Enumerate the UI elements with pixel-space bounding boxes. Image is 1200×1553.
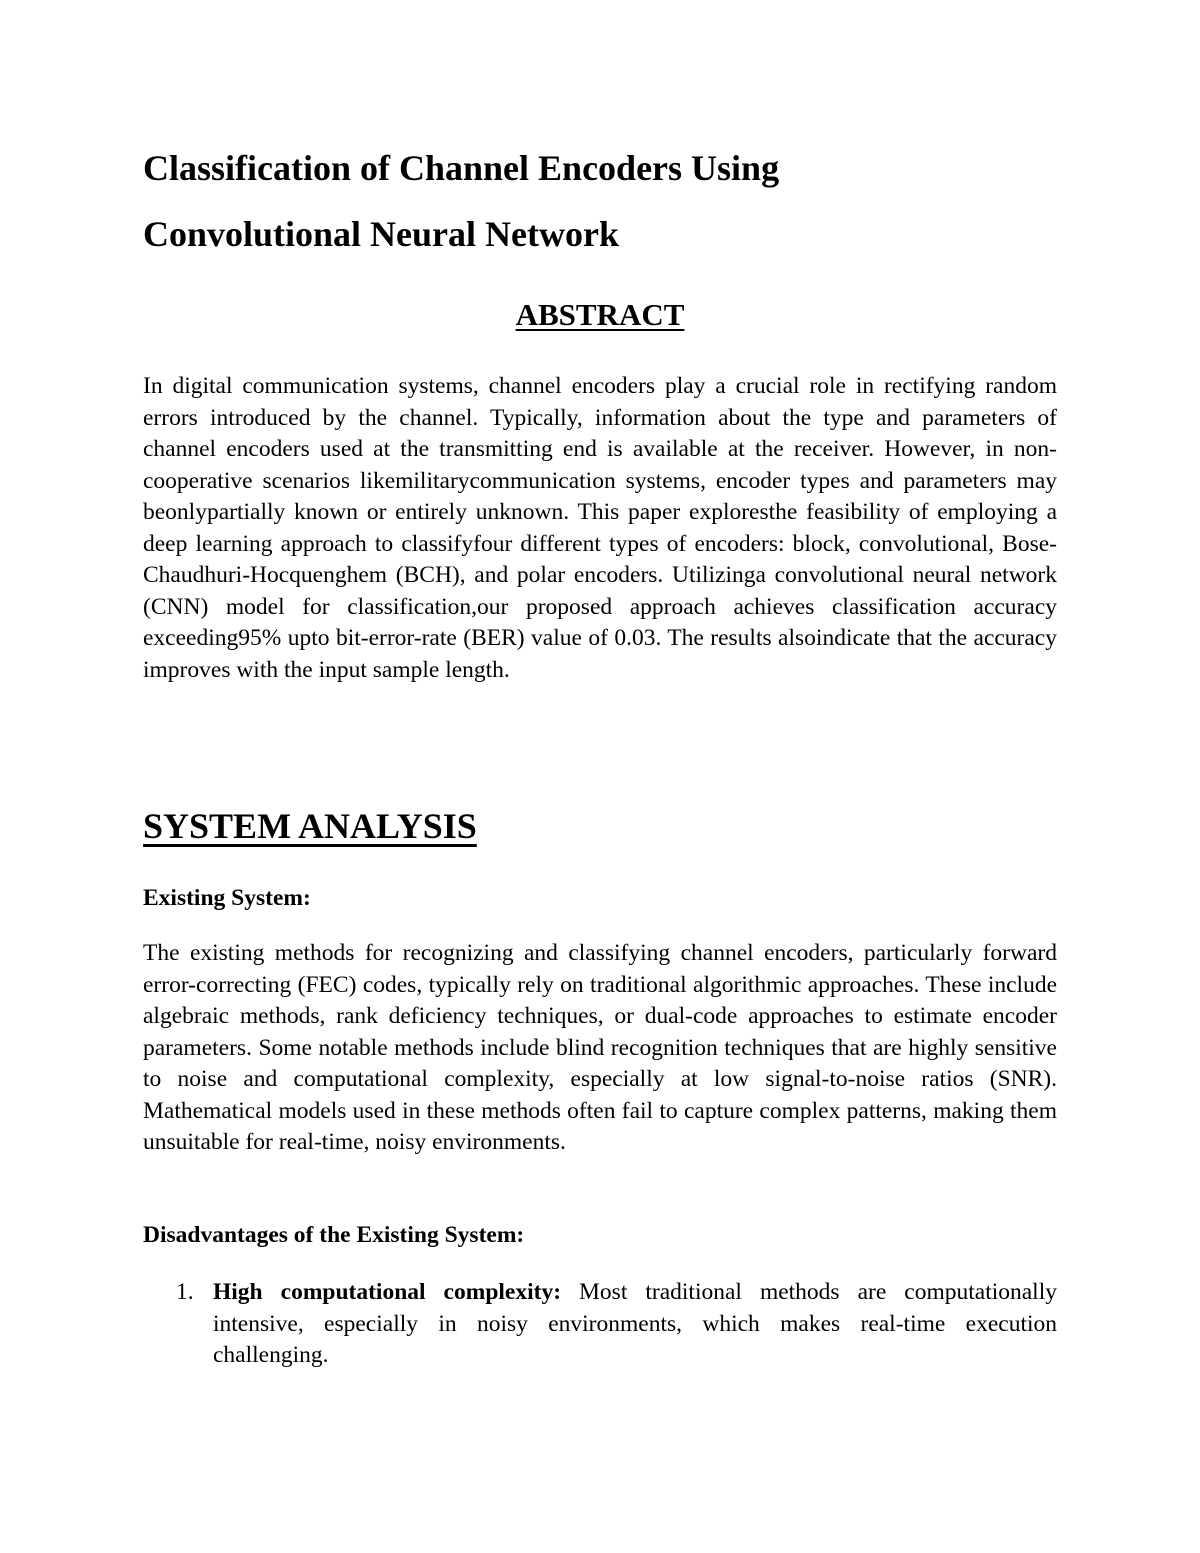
list-item-text: Most traditional methods are computationally intensive, especially in noisy environments, which makes real-time execution challenging. bbox=[213, 1279, 1057, 1368]
system-analysis-heading: SYSTEM ANALYSIS bbox=[143, 806, 477, 846]
existing-system-heading: Existing System: bbox=[143, 885, 311, 911]
existing-system-paragraph: The existing methods for recognizing and classifying channel encoders, particularly forward error-correcting (FEC) codes, typically rely on traditional algorithmic approaches. These include algebraic methods, rank deficiency techniques, or dual-code approaches to estimate encoder parameters. Some notable methods include blind recognition techniques that are highly sensitive to noise and computational complexity, especially at low signal-to-noise ratios (SNR). Mathematical models used in these methods often fail to capture complex patterns, making them unsuitable for real-time, noisy environments. bbox=[143, 940, 1057, 1155]
abstract-heading: ABSTRACT bbox=[515, 297, 685, 332]
document-title-line-1: Classification of Channel Encoders Using bbox=[143, 148, 780, 188]
list-item bbox=[143, 1277, 1057, 1372]
abstract-paragraph: In digital communication systems, channel encoders play a crucial role in rectifying random errors introduced by the channel. Typically, information about the type and parameters of channel encoders used at the transmitting end is available at the receiver. However, in non-cooperative scenarios likemilitarycommunication systems, encoder types and parameters may beonlypartially known or entirely unknown. This paper exploresthe feasibility of employing a deep learning approach to classifyfour different types of encoders: block, convolutional, Bose-Chaudhuri-Hocquenghem (BCH), and polar encoders. Utilizinga convolutional neural network (CNN) model for classification,our proposed approach achieves classification accuracy exceeding95% upto bit-error-rate (BER) value of 0.03. The results alsoindicate that the accuracy improves with the input sample length. bbox=[143, 373, 1057, 683]
disadvantages-heading: Disadvantages of the Existing System: bbox=[143, 1222, 525, 1248]
disadvantages-list bbox=[143, 1277, 1057, 1372]
list-item-term: High computational complexity: bbox=[213, 1279, 562, 1305]
document-title-line-2: Convolutional Neural Network bbox=[143, 214, 619, 254]
list-item-number: 1. bbox=[176, 1279, 194, 1305]
